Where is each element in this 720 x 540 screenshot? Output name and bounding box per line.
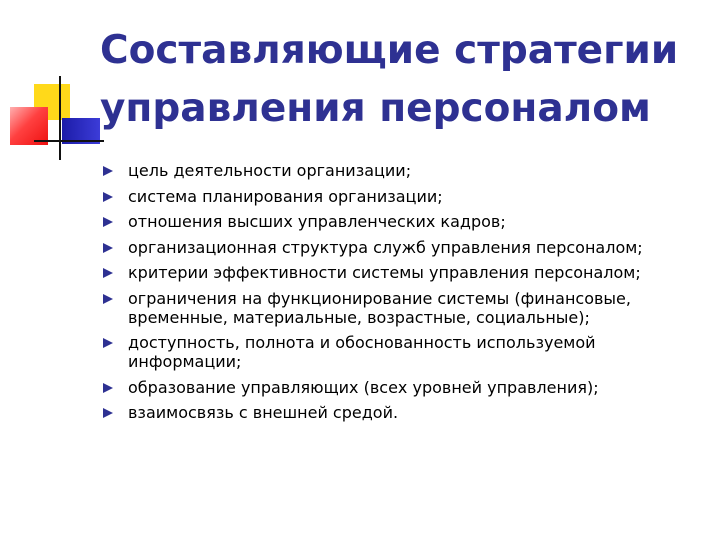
bullet-text: цель деятельности организации; <box>128 161 412 180</box>
bullet-text: отношения высших управленческих кадров; <box>128 212 506 231</box>
horizontal-divider <box>34 140 104 142</box>
list-item <box>102 238 694 257</box>
bullet-list <box>102 161 694 429</box>
list-item <box>102 263 694 282</box>
vertical-divider <box>59 76 61 160</box>
square-bullet-icon <box>103 268 113 278</box>
square-bullet-icon <box>103 243 113 253</box>
square-bullet-icon <box>103 192 113 202</box>
bullet-text: критерии эффективности системы управления персоналом; <box>128 263 641 282</box>
list-item <box>102 187 694 206</box>
bullet-text: организационная структура служб управления персоналом; <box>128 237 643 257</box>
bullet-text: система планирования организации; <box>128 186 443 206</box>
list-item <box>102 289 694 327</box>
slide-title: Составляющие стратегии управления персоналом <box>100 28 679 131</box>
bullet-text: доступность, полнота и обоснованность используемой информации; <box>128 333 596 371</box>
colored-squares-logo <box>0 0 110 170</box>
bullet-text: образование управляющих (всех уровней управления); <box>128 377 599 397</box>
square-bullet-icon <box>103 217 113 227</box>
list-item <box>102 333 694 371</box>
square-bullet-icon <box>103 294 113 304</box>
list-item <box>102 378 694 397</box>
list-item <box>102 161 694 180</box>
square-bullet-icon <box>103 383 113 393</box>
list-item <box>102 403 694 422</box>
square-bullet-icon <box>103 408 113 418</box>
bullet-text: взаимосвязь с внешней средой. <box>128 403 399 422</box>
bullet-text: ограничения на функционирование системы (финансовые, временные, материальные, возрастные, социальные); <box>128 288 631 327</box>
list-item <box>102 212 694 231</box>
square-bullet-icon <box>103 166 113 176</box>
square-bullet-icon <box>103 338 113 348</box>
